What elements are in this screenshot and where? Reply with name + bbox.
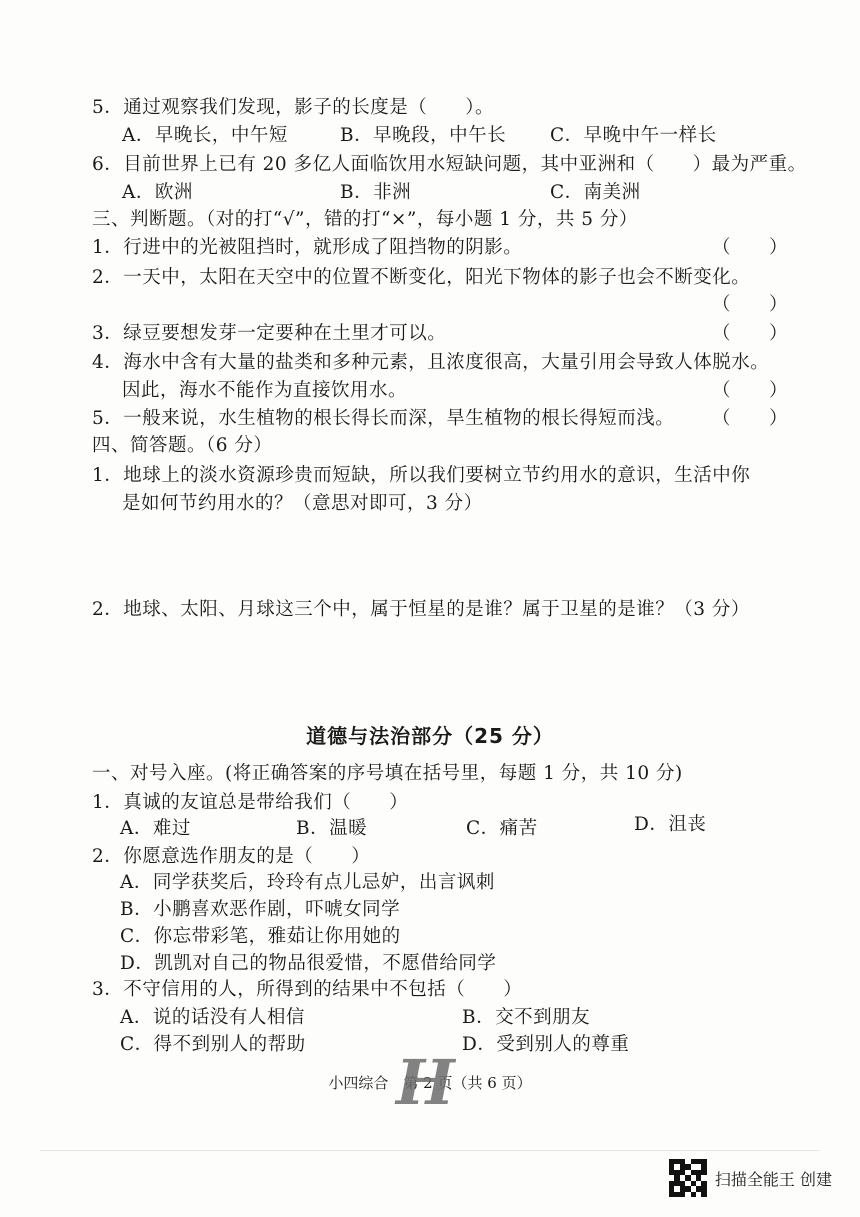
section-4-title: 四、简答题。（6 分） xyxy=(92,435,273,456)
short-answer-2: 2．地球、太阳、月球这三个中，属于恒星的是谁？属于卫星的是谁？（3 分） xyxy=(92,599,750,620)
morality-q2-a: A．同学获奖后，玲玲有点儿忌妒，出言讽刺 xyxy=(120,872,495,893)
judge-item-4: 4．海水中含有大量的盐类和多种元素，且浓度很高，大量引用会导致人体脱水。 xyxy=(92,352,770,373)
section-3-title: 三、判断题。（对的打“√”，错的打“×”，每小题 1 分，共 5 分） xyxy=(92,209,638,230)
page-footer: 小四综合 第 2 页（共 6 页） xyxy=(328,1074,532,1092)
question-5: 5．通过观察我们发现，影子的长度是（ ）。 xyxy=(92,97,495,118)
divider xyxy=(40,1150,820,1151)
morality-q3: 3．不守信用的人，所得到的结果中不包括（ ） xyxy=(92,979,523,1000)
short-answer-1: 1．地球上的淡水资源珍贵而短缺，所以我们要树立节约用水的意识，生活中你 xyxy=(92,465,751,486)
qr-code-icon xyxy=(669,1159,707,1197)
q5-option-c: C．早晚中午一样长 xyxy=(550,125,717,146)
morality-q3-a: A．说的话没有人相信 xyxy=(120,1007,305,1028)
q5-option-b: B．早晚段，中午长 xyxy=(340,125,507,146)
morality-q1-d: D．沮丧 xyxy=(634,814,707,835)
judge-item-1: 1．行进中的光被阻挡时，就形成了阻挡物的阴影。 xyxy=(92,237,523,258)
judge-bracket-1: （ ） xyxy=(712,237,789,258)
q6-option-b: B．非洲 xyxy=(340,182,412,203)
q6-option-a: A．欧洲 xyxy=(122,182,193,203)
short-answer-1-cont: 是如何节约用水的？（意思对即可，3 分） xyxy=(122,493,483,514)
scanner-badge xyxy=(669,1159,832,1197)
morality-q1-a: A．难过 xyxy=(120,818,191,839)
judge-item-3: 3．绿豆要想发芽一定要种在土里才可以。 xyxy=(92,323,447,344)
morality-q3-c: C．得不到别人的帮助 xyxy=(120,1034,306,1055)
watermark-letter: H xyxy=(396,1046,455,1119)
scanner-label: 扫描全能王 创建 xyxy=(714,1169,832,1189)
q6-option-c: C．南美洲 xyxy=(550,182,641,203)
morality-q1: 1．真诚的友谊总是带给我们（ ） xyxy=(92,792,409,813)
morality-q2-b: B．小鹏喜欢恶作剧，吓唬女同学 xyxy=(120,899,401,920)
judge-item-2: 2．一天中，太阳在天空中的位置不断变化，阳光下物体的影子也会不断变化。 xyxy=(92,267,751,288)
morality-q3-b: B．交不到朋友 xyxy=(462,1007,591,1028)
judge-bracket-2: （ ） xyxy=(712,294,789,315)
morality-q2-c: C．你忘带彩笔，雅茹让你用她的 xyxy=(120,926,401,947)
judge-item-5: 5．一般来说，水生植物的根长得长而深，旱生植物的根长得短而浅。 xyxy=(92,408,675,429)
morality-q1-b: B．温暖 xyxy=(296,818,368,839)
question-6: 6．目前世界上已有 20 多亿人面临饮用水短缺问题，其中亚洲和（ ）最为严重。 xyxy=(92,154,807,175)
judge-item-4-cont: 因此，海水不能作为直接饮用水。 xyxy=(122,380,408,401)
morality-section-1-title: 一、对号入座。(将正确答案的序号填在括号里，每题 1 分，共 10 分) xyxy=(92,763,683,784)
morality-q3-d: D．受到别人的尊重 xyxy=(462,1034,630,1055)
judge-bracket-3: （ ） xyxy=(712,323,789,344)
morality-q2-d: D．凯凯对自己的物品很爱惜，不愿借给同学 xyxy=(120,953,497,974)
q5-option-a: A．早晚长，中午短 xyxy=(122,125,288,146)
judge-bracket-5: （ ） xyxy=(712,408,789,429)
morality-q2: 2．你愿意选作朋友的是（ ） xyxy=(92,846,371,867)
judge-bracket-4: （ ） xyxy=(712,380,789,401)
morality-part-title: 道德与法治部分（25 分） xyxy=(306,724,554,748)
morality-q1-c: C．痛苦 xyxy=(466,818,538,839)
